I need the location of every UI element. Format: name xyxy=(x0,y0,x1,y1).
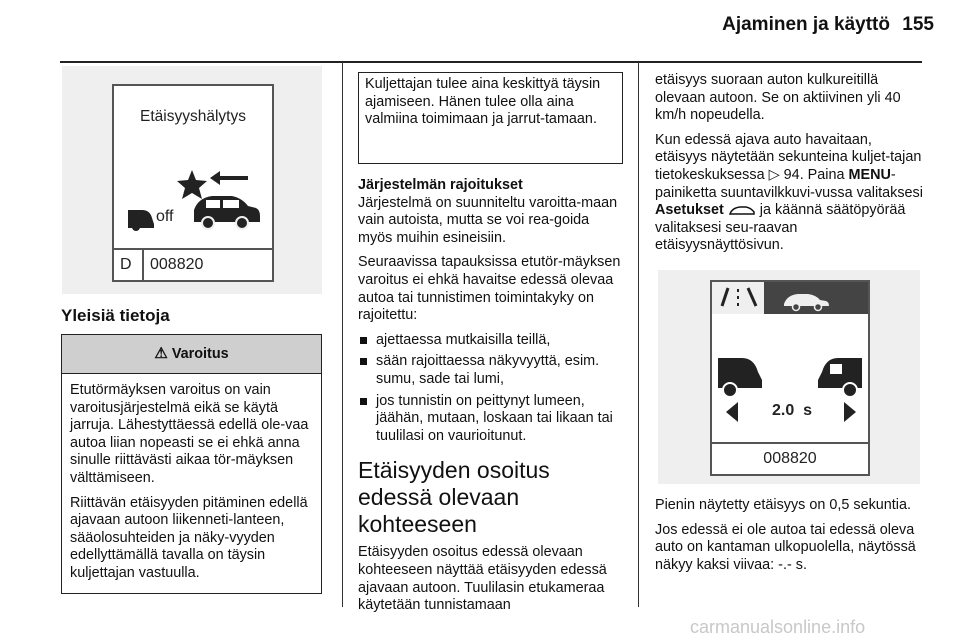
display-divider xyxy=(712,442,868,444)
limits-label: Järjestelmän rajoitukset xyxy=(358,177,523,193)
odometer-readout: 008820 xyxy=(763,450,817,467)
odometer-readout: 008820 xyxy=(150,256,204,273)
warning-heading xyxy=(62,335,321,374)
menu-key-label: MENU xyxy=(848,166,891,183)
settings-car-icon xyxy=(728,202,756,218)
driver-notice-box: Kuljettajan tulee aina keskittyä täysin ajamiseen. Hänen tulee olla aina valmiina toimimaan ja jarrut-tamaan. xyxy=(358,72,623,164)
off-label: off xyxy=(156,208,174,225)
minimum-distance-text: Pienin näytetty etäisyys on 0,5 sekuntia. xyxy=(655,497,911,513)
section-title-general: Yleisiä tietoja xyxy=(61,306,170,325)
bullet-square-icon xyxy=(360,337,367,344)
right-column-bottom xyxy=(655,497,925,581)
display-gear-divider xyxy=(142,248,144,280)
chevron-left-icon xyxy=(724,400,740,424)
warning-body xyxy=(62,374,321,583)
distance-display-illustration xyxy=(658,270,920,484)
list-item: ajettaessa mutkaisilla teillä, xyxy=(358,332,624,350)
column-divider-right xyxy=(638,62,639,607)
page-reference-arrow-icon: ▷ xyxy=(768,166,780,183)
distance-unit: s xyxy=(803,402,813,419)
bullet-square-icon xyxy=(360,398,367,405)
middle-column xyxy=(358,177,624,622)
distance-value: 2.0 s xyxy=(771,402,813,419)
warning-triangle-icon: ⚠ xyxy=(154,345,168,362)
right-column-top xyxy=(655,72,925,262)
vehicle-following-icon xyxy=(712,348,868,408)
page-reference: 94 xyxy=(783,166,800,183)
display-screen xyxy=(112,84,274,282)
list-item: jos tunnistin on peittynyt lumeen, jäähän, mutaan, loskaan tai likaan tai tuulilasi on vaurioitunut. xyxy=(358,393,624,446)
warning-heading-text: Varoitus xyxy=(171,346,229,362)
settings-key-label: Asetukset xyxy=(655,202,724,219)
section-heading-distance: Etäisyyden osoitus edessä olevaan kohteeseen xyxy=(358,457,550,538)
chevron-right-icon xyxy=(842,400,858,424)
gear-indicator: D xyxy=(120,256,132,273)
warning-paragraph: Riittävän etäisyyden pitäminen edellä ajavaan autoon liikenneti-lanteen, sääolosuhteiden ja näky-vyyden edellyttämällä tavalla on täysin kuljettajan vastuulla. xyxy=(70,494,308,581)
display-instructions: Kun edessä ajava auto havaitaan, etäisyys näytetään sekunteina kuljet-tajan tietokeskuksessa ▷ 94. Paina MENU-painiketta suuntavilkkuvi-vussa valitaksesi Asetukset ja käännä säätöpyörää valitaksesi seu-raavan etäisyysnäyttösivun. xyxy=(655,131,923,254)
display-screen xyxy=(710,280,870,476)
car-rear-icon xyxy=(126,206,156,232)
watermark: carmanualsonline.info xyxy=(690,617,866,637)
list-item: sään rajoittaessa näkyvyyttä, esim. sumu, sade tai lumi, xyxy=(358,353,624,388)
distance-indication-text: Etäisyyden osoitus edessä olevaan kohteeseen näyttää etäisyyden edessä ajavaan autoon. Tuulilasin etukameraa käytetään tunnistamaan xyxy=(358,544,607,614)
limitations-list xyxy=(358,332,624,446)
page-number: 155 xyxy=(902,14,934,35)
range-paragraph: etäisyys suoraan auton kulkureitillä olevaan autoon. Se on aktiivinen yli 40 km/h nopeudella. xyxy=(655,72,901,124)
page-header-title: Ajaminen ja käyttö xyxy=(722,14,890,35)
limits-text: Järjestelmä on suunniteltu varoitta-maan vain autoista, mutta se voi rea-goida myös muihin esineisiin. xyxy=(358,194,618,246)
distance-alert-display-illustration xyxy=(62,66,322,294)
display-divider xyxy=(114,248,272,250)
no-vehicle-text: Jos edessä ei ole autoa tai edessä oleva auto on kantaman ulkopuolella, näytössä näkyy kaksi viivaa: -.- s. xyxy=(655,521,916,573)
cases-intro: Seuraavissa tapauksissa etutör-mäyksen varoitus ei ehkä havaitse edessä olevaa autoa tai tunnistimen toimintakyky on rajoitettu: xyxy=(358,254,621,324)
header-rule xyxy=(60,61,922,63)
display-title: Etäisyyshälytys xyxy=(140,108,246,125)
lane-car-tab-icon xyxy=(712,282,868,318)
column-divider-left xyxy=(342,62,343,607)
warning-paragraph: Etutörmäyksen varoitus on vain varoitusjärjestelmä eikä se käytä jarruja. Lähestyttäessä edellä ole-vaa autoa liian nopeasti se ei ehkä anna sinulle riittävästi aikaa tör-mäyksen välttämiseen. xyxy=(70,382,309,486)
bullet-square-icon xyxy=(360,358,367,365)
warning-box xyxy=(61,334,322,594)
